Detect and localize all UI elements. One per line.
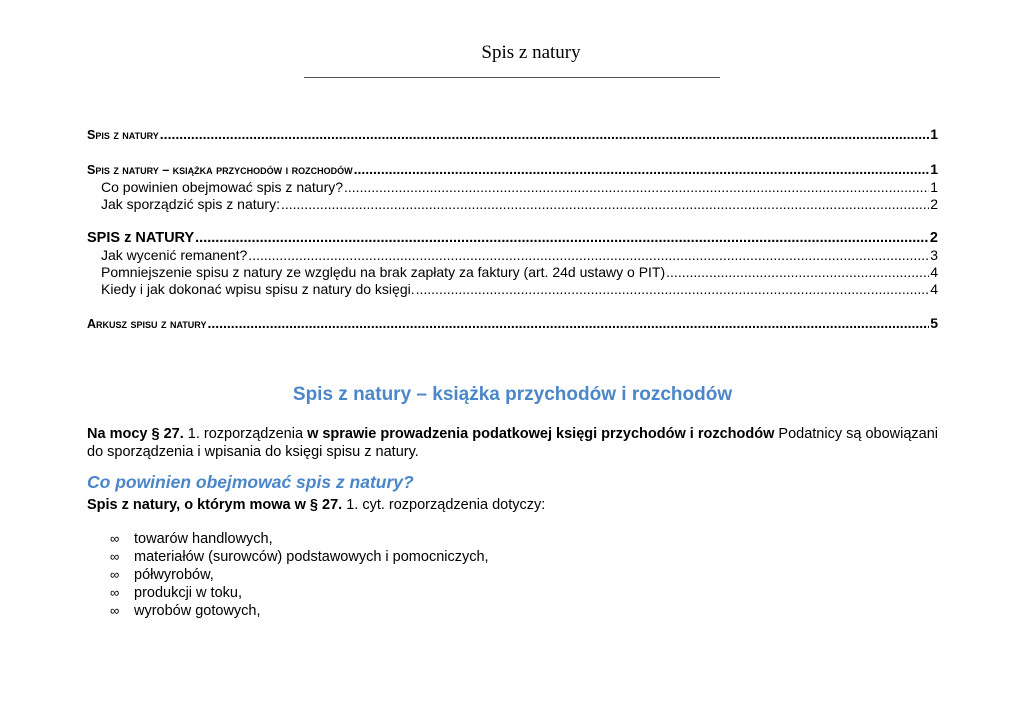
toc-entry-text: Jak wycenić remanent?	[101, 247, 248, 263]
list-item-text: towarów handlowych,	[134, 531, 273, 547]
infinity-bullet-icon: ∞	[110, 603, 120, 618]
toc-entry-text: Co powinien obejmować spis z natury?	[101, 179, 344, 195]
page-header-title: Spis z natury	[481, 42, 581, 63]
section-heading: Spis z natury – książka przychodów i rozchodów	[292, 384, 733, 405]
paragraph-bold-text: w sprawie prowadzenia podatkowej księgi przychodów i rozchodów	[307, 426, 775, 442]
toc-dot-leader	[207, 315, 929, 332]
toc-dot-leader	[344, 179, 929, 196]
toc-dot-leader	[416, 281, 930, 298]
toc-dot-leader	[160, 126, 929, 143]
list-item-text: produkcji w toku,	[134, 585, 242, 601]
toc-page-number: 4	[930, 264, 938, 280]
toc-entry-text: SPIS z NATURY	[87, 230, 195, 246]
toc-entry[interactable]	[87, 281, 938, 298]
toc-page-number: 1	[930, 161, 938, 177]
toc-page-number: 2	[929, 230, 938, 246]
infinity-bullet-icon: ∞	[110, 585, 120, 600]
infinity-bullet-icon: ∞	[110, 567, 120, 582]
toc-entry-text: Pomniejszenie spisu z natury ze względu na brak zapłaty za faktury (art. 24d ustawy o PIT)	[101, 264, 666, 280]
toc-entry[interactable]	[87, 247, 938, 264]
toc-page-number: 1	[930, 126, 938, 142]
toc-page-number: 4	[930, 281, 938, 297]
paragraph-text: 1. cyt. rozporządzenia dotyczy:	[342, 497, 546, 513]
paragraph-text: 1. rozporządzenia	[183, 426, 308, 442]
toc-entry[interactable]	[87, 126, 938, 144]
subsection-heading: Co powinien obejmować spis z natury?	[87, 472, 414, 492]
list-item-text: półwyrobów,	[134, 567, 214, 583]
infinity-bullet-icon: ∞	[110, 531, 120, 546]
intro-paragraph	[87, 425, 938, 461]
scope-paragraph	[87, 496, 545, 514]
toc-entry-text: Kiedy i jak dokonać wpisu spisu z natury do księgi.	[101, 281, 415, 297]
paragraph-text: Podatnicy są obowiązani do sporządzenia i wpisania do księgi spisu z natury.	[87, 426, 939, 460]
toc-entry[interactable]	[87, 264, 938, 281]
toc-page-number: 2	[930, 196, 938, 212]
toc-page-number: 1	[930, 179, 938, 195]
header-divider	[304, 77, 720, 78]
toc-dot-leader	[248, 247, 929, 264]
toc-dot-leader	[666, 264, 929, 281]
toc-entry[interactable]	[87, 196, 938, 213]
list-item	[110, 566, 489, 584]
toc-entry-text: Arkusz spisu z natury	[87, 317, 207, 331]
toc-entry-text: Jak sporządzić spis z natury:	[101, 196, 280, 212]
toc-page-number: 3	[930, 247, 938, 263]
paragraph-bold-text: Na mocy § 27.	[87, 426, 184, 442]
list-item	[110, 548, 489, 566]
toc-entry-text: Spis z natury	[87, 128, 159, 142]
bullet-list	[110, 530, 489, 620]
toc-entry-text: Spis z natury – książka przychodów i rozchodów	[87, 163, 353, 177]
list-item	[110, 602, 489, 620]
list-item-text: materiałów (surowców) podstawowych i pomocniczych,	[134, 549, 489, 565]
toc-dot-leader	[354, 161, 930, 178]
infinity-bullet-icon: ∞	[110, 549, 120, 564]
list-item-text: wyrobów gotowych,	[134, 603, 261, 619]
toc-page-number: 5	[930, 315, 938, 331]
list-item	[110, 584, 489, 602]
table-of-contents	[87, 126, 938, 333]
toc-entry[interactable]	[87, 230, 938, 247]
toc-entry[interactable]	[87, 161, 938, 179]
toc-entry[interactable]	[87, 315, 938, 333]
toc-dot-leader	[195, 230, 929, 247]
toc-dot-leader	[281, 196, 929, 213]
toc-entry[interactable]	[87, 179, 938, 196]
paragraph-bold-text: Spis z natury, o którym mowa w § 27.	[87, 497, 343, 513]
list-item	[110, 530, 489, 548]
